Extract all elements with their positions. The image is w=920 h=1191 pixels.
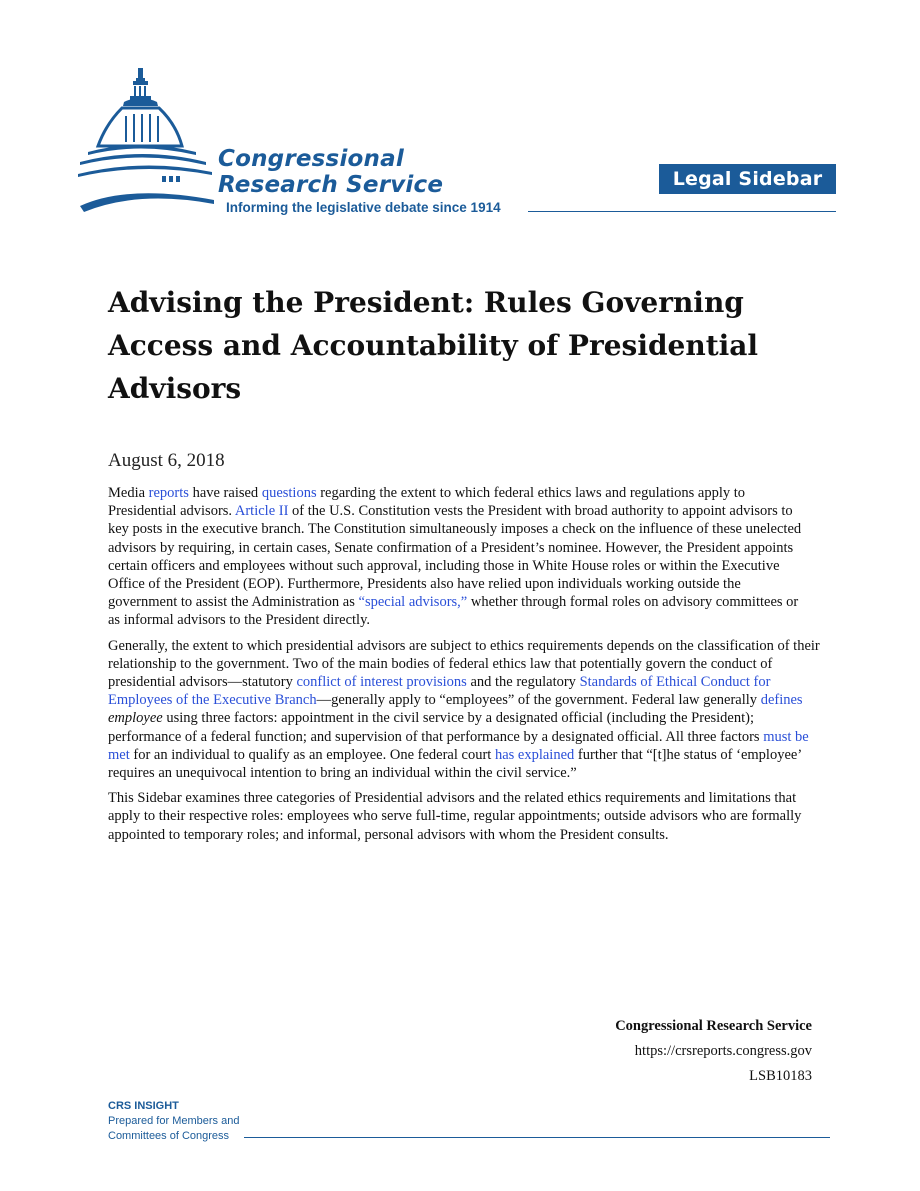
- text-run: using three factors: appointment in the civil service by a designated official (including the President); performance of a federal function; and supervision of that performance by a designated official. All three factors: [108, 710, 764, 745]
- link-special-advisors[interactable]: “special advisors,”: [358, 594, 468, 611]
- crs-insight-label: [108, 1099, 239, 1144]
- publication-date: August 6, 2018: [108, 450, 225, 471]
- link-questions[interactable]: questions: [261, 485, 317, 501]
- link-conflict-of-interest[interactable]: conflict of interest provisions: [296, 674, 467, 691]
- text-run: —generally apply to “employees” of the government. Federal law generally: [316, 692, 761, 709]
- text-run: Media: [108, 485, 149, 501]
- link-article-ii[interactable]: Article II: [234, 503, 289, 520]
- org-line-2: Research Service: [218, 172, 444, 198]
- link-must-be-met[interactable]: must be met: [108, 728, 809, 763]
- text-run: have raised: [188, 485, 262, 501]
- paragraph-3: This Sidebar examines three categories of Presidential advisors and the related ethics requirements and limitations that apply to their respective roles: employees who serve full-time, regular appointments; outside advisors who are formally appointed to temporary roles; and informal, personal advisors with whom the President consults.: [108, 790, 802, 843]
- text-run: whether through formal roles on advisory committees or as informal advisors to the President directly.: [108, 594, 799, 629]
- paragraph-2: [108, 637, 820, 783]
- report-id: LSB10183: [749, 1068, 812, 1084]
- footer-url: https://crsreports.congress.gov: [634, 1043, 812, 1059]
- insight-title: CRS INSIGHT: [108, 1100, 179, 1112]
- link-defines[interactable]: defines: [760, 692, 803, 709]
- legal-sidebar-badge: Legal Sidebar: [659, 164, 836, 194]
- text-run: of the U.S. Constitution vests the President with broad authority to appoint advisors to key posts in the executive branch. The Constitution simultaneously imposes a check on the influence of these unelected advisors by requiring, in certain cases, Senate confirmation of a President’s nominee. However, the President appoints certain officers and employees without such approval, including those in White House roles or within the Executive Office of the President (EOP). Furthermore, Presidents also have relied upon individuals working outside the government to assist the Administration as: [108, 503, 802, 611]
- text-run: further that “[t]he status of ‘employee’ requires an unequivocal intention to bring an individual within the civil service.”: [108, 746, 802, 782]
- text-run: and the regulatory: [466, 674, 580, 691]
- insight-line-1: Prepared for Members and: [108, 1115, 240, 1127]
- org-tagline: Informing the legislative debate since 1914: [226, 200, 501, 215]
- link-reports[interactable]: reports: [148, 485, 189, 501]
- footer-rule: [244, 1137, 830, 1138]
- text-run: regarding the extent to which federal ethics laws and regulations apply to Presidential advisors.: [108, 485, 746, 520]
- footer-attribution: [615, 1014, 812, 1089]
- article-body: [108, 484, 820, 851]
- link-has-explained[interactable]: has explained: [494, 746, 575, 763]
- text-run: Generally, the extent to which presidential advisors are subject to ethics requirements depends on the classification of their relationship to the government. Two of the main bodies of federal ethics law that potentially govern the conduct of presidential advisors—statutory: [108, 637, 820, 691]
- emphasis-employee: employee: [108, 710, 163, 727]
- org-line-1: Congressional: [218, 146, 404, 172]
- capitol-dome-logo: [78, 66, 218, 216]
- text-run: for an individual to qualify as an employee. One federal court: [129, 746, 495, 763]
- org-wordmark: [218, 146, 443, 198]
- tagline-rule: [528, 211, 836, 212]
- page-title: Advising the President: Rules Governing Access and Accountability of Presidential Advisors: [108, 286, 759, 405]
- insight-line-2: Committees of Congress: [108, 1130, 230, 1142]
- paragraph-1: [108, 484, 813, 630]
- footer-org: Congressional Research Service: [615, 1018, 812, 1034]
- link-standards-of-ethical-conduct[interactable]: Standards of Ethical Conduct for Employees of the Executive Branch: [108, 674, 771, 709]
